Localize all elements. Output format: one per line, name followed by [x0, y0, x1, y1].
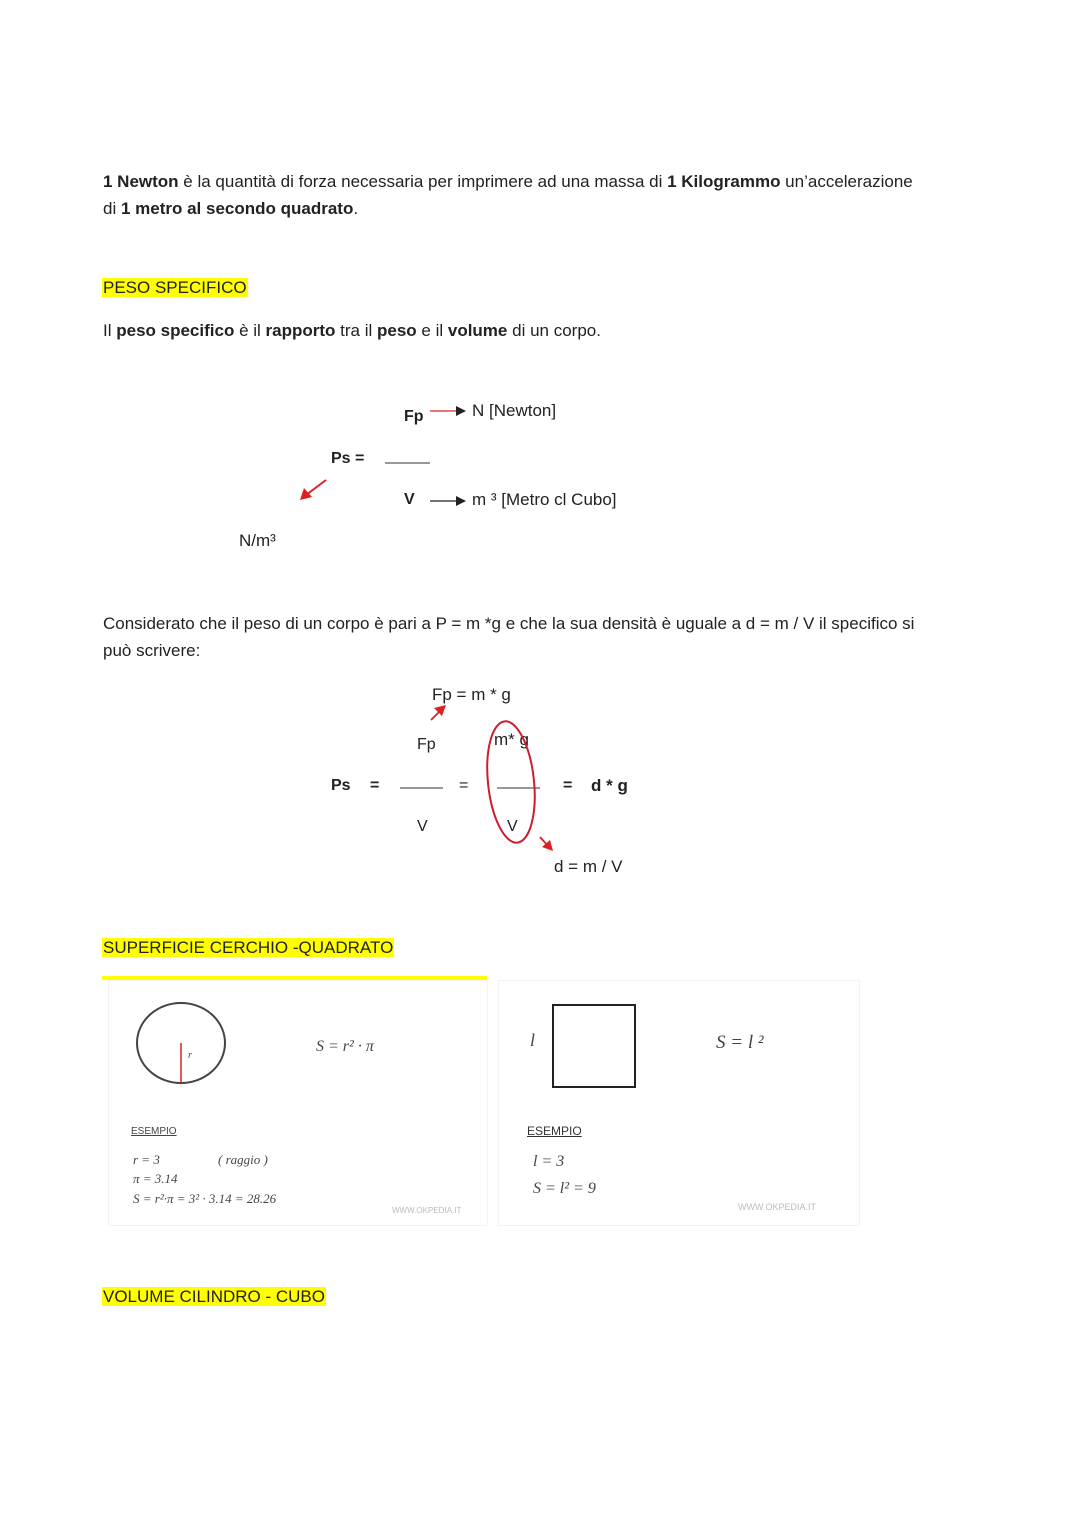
- density-formula: d = m / V: [554, 857, 623, 876]
- kg-bold: 1 Kilogrammo: [667, 172, 781, 191]
- example-line: π = 3.14: [133, 1171, 178, 1186]
- ps-label-2: Ps: [331, 777, 351, 794]
- esempio-label: ESEMPIO: [527, 1124, 582, 1138]
- highlight-circle: [482, 719, 541, 845]
- v-denominator: V: [417, 818, 428, 835]
- watermark: WWW.OKPEDIA.IT: [392, 1206, 462, 1215]
- radius-label: r: [188, 1050, 192, 1061]
- circle-area-formula: S = r² · π: [316, 1038, 374, 1055]
- square-area-formula: S = l ²: [716, 1032, 764, 1053]
- equals-sign: =: [563, 777, 573, 794]
- watermark: WWW.OKPEDIA.IT: [738, 1202, 816, 1212]
- equals-sign: =: [370, 777, 380, 794]
- example-line: S = l² = 9: [533, 1180, 596, 1197]
- esempio-label: ESEMPIO: [131, 1126, 177, 1137]
- ps-label: Ps =: [331, 450, 365, 467]
- circle-diagram: [130, 1000, 240, 1090]
- side-label: l: [530, 1030, 536, 1050]
- newton-unit: N [Newton]: [472, 401, 557, 420]
- density-times-g: d * g: [591, 776, 628, 795]
- fp-numerator: Fp: [417, 736, 436, 753]
- consid-paragraph: Considerato che il peso di un corpo è pari a P = m *g e che la sua densità è uguale a d = m / V il specifico si può scrivere:: [103, 614, 915, 660]
- fp-equals: Fp = m * g: [432, 685, 511, 704]
- section-heading-volume: VOLUME CILINDRO - CUBO: [103, 1287, 325, 1306]
- cubic-unit: m ³ [Metro cl Cubo]: [472, 490, 617, 509]
- v-denominator: V: [507, 818, 518, 835]
- arrow-right-icon: [430, 406, 466, 416]
- formula1-graphics: [0, 0, 1080, 560]
- arrow-down-right-icon: [540, 837, 553, 851]
- fp-label: Fp: [404, 408, 424, 425]
- example-line: r = 3: [133, 1152, 160, 1167]
- example-line: l = 3: [533, 1153, 565, 1170]
- example-line: S = r²·π = 3² · 3.14 = 28.26: [133, 1191, 277, 1206]
- result-unit: N/m³: [239, 531, 276, 550]
- formula2-graphics: [0, 670, 1080, 890]
- mg-numerator: m* g: [494, 730, 529, 749]
- section-heading-peso: PESO SPECIFICO: [103, 278, 247, 297]
- v-label: V: [404, 491, 415, 508]
- arrow-right-icon: [430, 496, 466, 506]
- raggio-note: ( raggio ): [218, 1152, 268, 1167]
- peso-definition: Il peso specifico è il rapporto tra il peso e il volume di un corpo.: [103, 321, 601, 340]
- equals-sign: =: [459, 777, 469, 794]
- metro-bold: 1 metro al secondo quadrato: [120, 199, 354, 218]
- square-shape: [552, 1004, 636, 1088]
- arrow-down-left-icon: [300, 480, 326, 500]
- intro-text: di: [103, 199, 121, 218]
- newton-bold: 1 Newton: [103, 172, 179, 191]
- intro-text: .: [353, 199, 359, 218]
- arrow-up-right-icon: [431, 705, 446, 720]
- section-heading-superficie: SUPERFICIE CERCHIO -QUADRATO: [103, 938, 394, 957]
- intro-text: è la quantità di forza necessaria per imprimere ad una massa di: [178, 172, 668, 191]
- intro-text: un’accelerazione: [780, 172, 913, 191]
